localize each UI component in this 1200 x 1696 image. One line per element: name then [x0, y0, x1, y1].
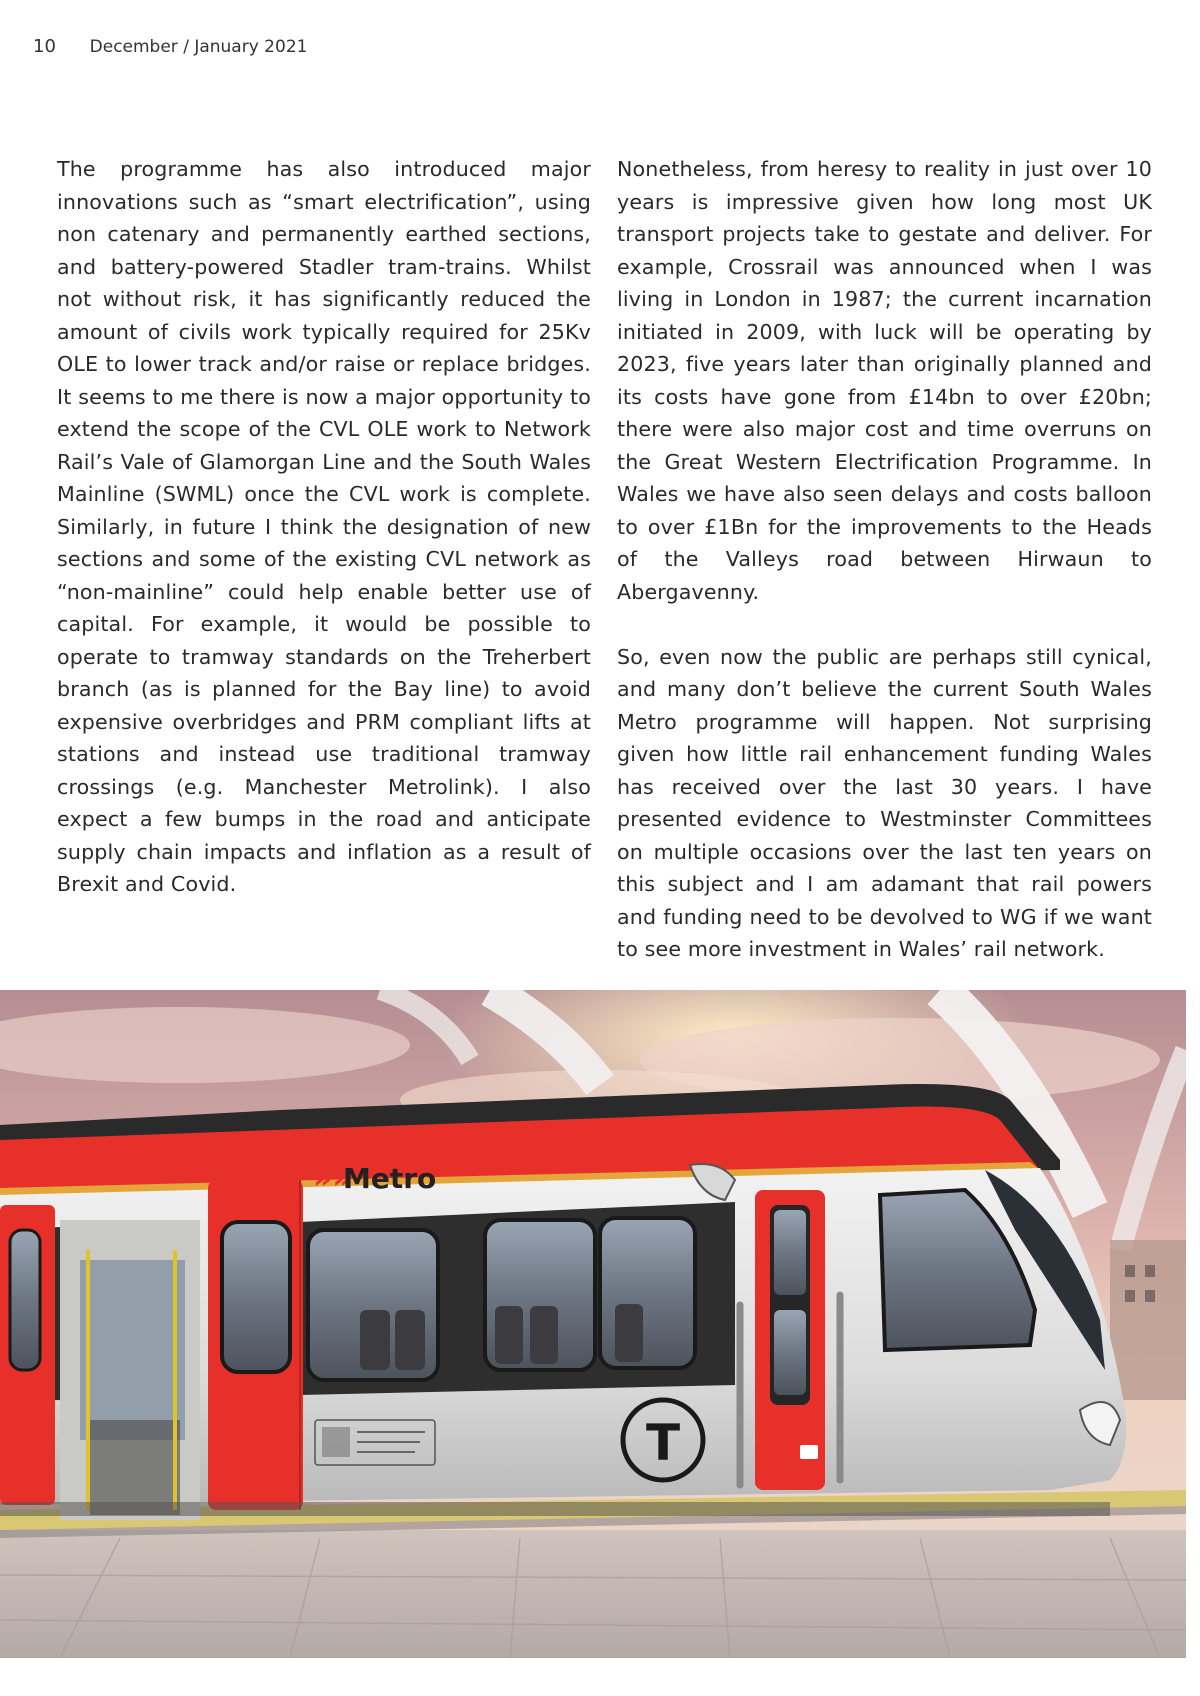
paragraph: So, even now the public are perhaps still cynical, and many don’t believe the current South Wales Metro programme will happen. Not surprising given how little rail enhancement funding Wales has received over the last 30 years. I have presented evidence to Westminster Committees on multiple occasions over the last ten years on this subject and I am adamant that rail powers and funding need to be devolved to WG if we want to see more investment in Wales’ rail network. — [617, 644, 1152, 961]
issue-date: December / January 2021 — [89, 37, 308, 57]
platform — [0, 1530, 1186, 1658]
article-right-column — [617, 153, 1152, 966]
metro-logo-chevrons: »» — [313, 1161, 352, 1196]
paragraph: The programme has also introduced major innovations such as “smart electrification”, using non catenary and permanently earthed sections, and battery-powered Stadler tram-trains. Whilst not without risk, it has significantly reduced the amount of civils work typically required for 25Kv OLE to lower track and/or raise or replace bridges. It seems to me there is now a major opportunity to extend the scope of the CVL OLE work to Network Rail’s Vale of Glamorgan Line and the South Wales Mainline (SWML) once the CVL work is complete. Similarly, in future I think the designation of new sections and some of the existing CVL network as “non-mainline” could help enable better use of capital. For example, it would be possible to operate to tramway standards on the Treherbert branch (as is planned for the Bay line) to avoid expensive overbridges and PRM compliant lifts at stations and instead use traditional tramway crossings (e.g. Manchester Metrolink). I also expect a few bumps in the road and anticipate supply chain impacts and inflation as a result of Brexit and Covid. — [57, 157, 591, 896]
page-number: 10 — [33, 36, 56, 57]
tfw-badge-letter: T — [645, 1414, 681, 1472]
article-left-column — [57, 153, 591, 901]
paragraph: Nonetheless, from heresy to reality in just over 10 years is impressive given how long most UK transport projects take to gestate and deliver. For example, Crossrail was announced when I was living in London in 1987; the current incarnation initiated in 2009, with luck will be operating by 2023, five years later than originally planned and its costs have gone from £14bn to over £20bn; there were also major cost and time overruns on the Great Western Electrification Programme. In Wales we have also seen delays and costs balloon to over £1Bn for the improvements to the Heads of the Valleys road between Hirwaun to Abergavenny. — [617, 157, 1152, 604]
metro-train-photo — [0, 990, 1186, 1658]
metro-logo-text: Metro — [343, 1162, 437, 1195]
page-header — [33, 36, 307, 57]
